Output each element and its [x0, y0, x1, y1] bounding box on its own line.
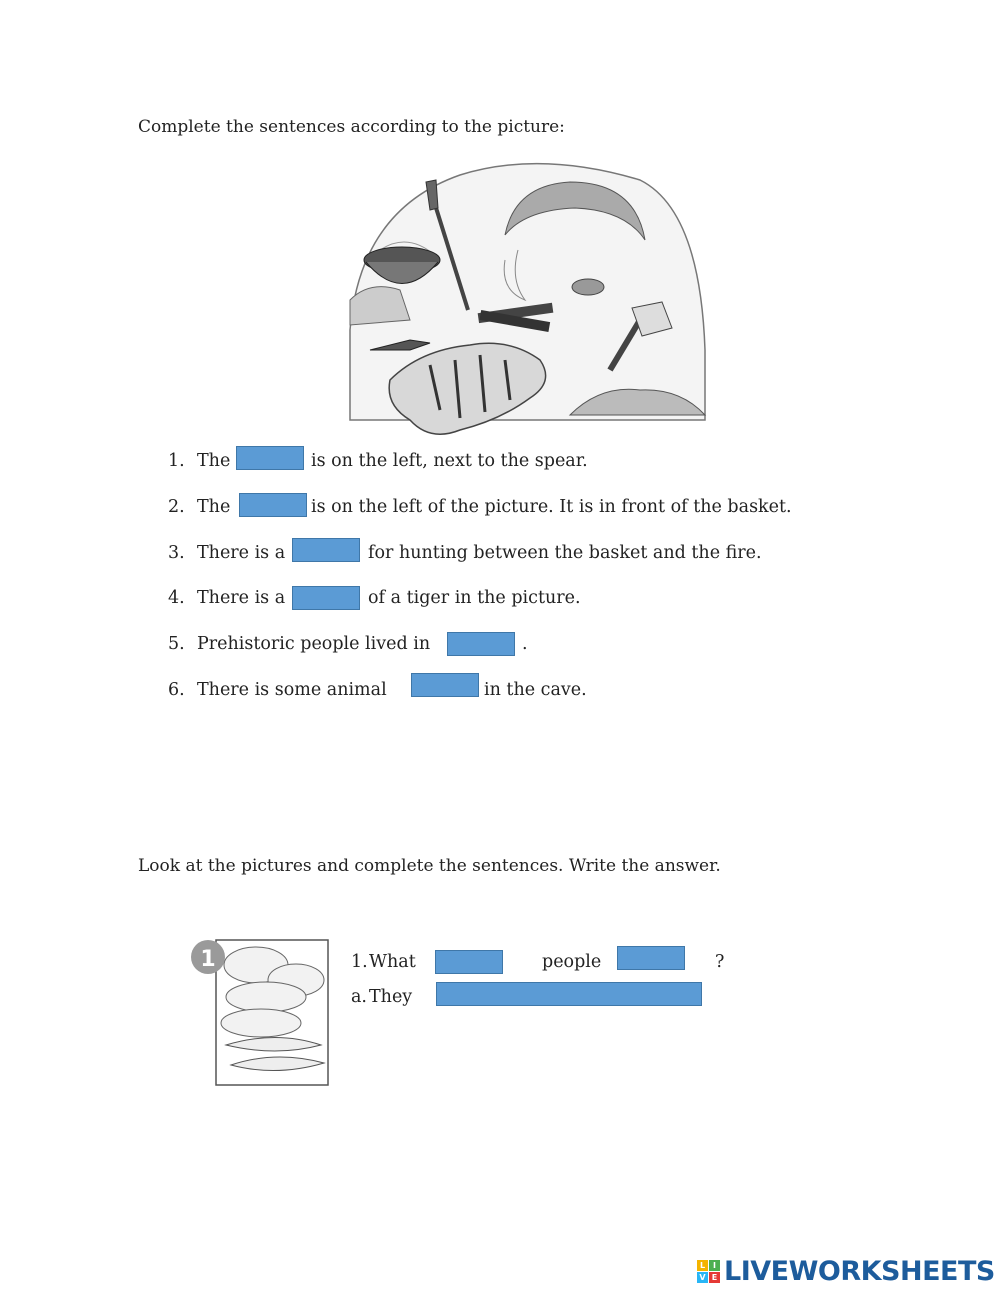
answer-word-they: They: [369, 987, 413, 1007]
logo-tile: V: [697, 1272, 708, 1283]
sentence-1-before: The: [197, 451, 231, 471]
logo-tile: I: [709, 1260, 720, 1271]
sentence-3-answer-blank[interactable]: [292, 538, 360, 562]
sentence-5-after: .: [522, 634, 528, 654]
cave-scene-picture: [340, 150, 712, 446]
logo-tile: L: [697, 1260, 708, 1271]
question-blank-1[interactable]: [435, 950, 503, 974]
sentence-5-number: 5.: [168, 634, 185, 654]
picture-number: 1: [200, 947, 216, 972]
question-word-people: people: [542, 952, 602, 972]
food-picture: [186, 935, 332, 1091]
sentence-3-before: There is a: [197, 543, 286, 563]
sentence-2-answer-blank[interactable]: [239, 493, 307, 517]
answer-blank[interactable]: [436, 982, 702, 1006]
sentence-1-answer-blank[interactable]: [236, 446, 304, 470]
sentence-4-answer-blank[interactable]: [292, 586, 360, 610]
logo-text: LIVEWORKSHEETS: [724, 1255, 995, 1287]
sentence-3-number: 3.: [168, 543, 185, 563]
logo-tiles: [697, 1260, 720, 1283]
sentence-6-number: 6.: [168, 680, 185, 700]
question-blank-2[interactable]: [617, 946, 685, 970]
logo-tile: E: [709, 1272, 720, 1283]
question-number: 1.: [351, 952, 368, 972]
liveworksheets-logo: [697, 1254, 995, 1288]
instruction-1: Complete the sentences according to the picture:: [138, 117, 565, 137]
sentence-3-after: for hunting between the basket and the fire.: [368, 543, 762, 563]
sentence-4-before: There is a: [197, 588, 286, 608]
sentence-6-before: There is some animal: [197, 680, 387, 700]
answer-letter: a.: [351, 987, 367, 1007]
sentence-2-after: is on the left of the picture. It is in front of the basket.: [311, 497, 792, 517]
question-mark: ?: [715, 952, 725, 972]
sentence-5-answer-blank[interactable]: [447, 632, 515, 656]
instruction-2: Look at the pictures and complete the sentences. Write the answer.: [138, 856, 721, 876]
sentence-1-after: is on the left, next to the spear.: [311, 451, 588, 471]
sentence-6-answer-blank[interactable]: [411, 673, 479, 697]
sentence-4-after: of a tiger in the picture.: [368, 588, 581, 608]
sentence-4-number: 4.: [168, 588, 185, 608]
question-word-what: What: [369, 952, 416, 972]
sentence-6-after: in the cave.: [484, 680, 587, 700]
sentence-5-before: Prehistoric people lived in: [197, 634, 431, 654]
sentence-2-before: The: [197, 497, 231, 517]
sentence-2-number: 2.: [168, 497, 185, 517]
sentence-1-number: 1.: [168, 451, 185, 471]
